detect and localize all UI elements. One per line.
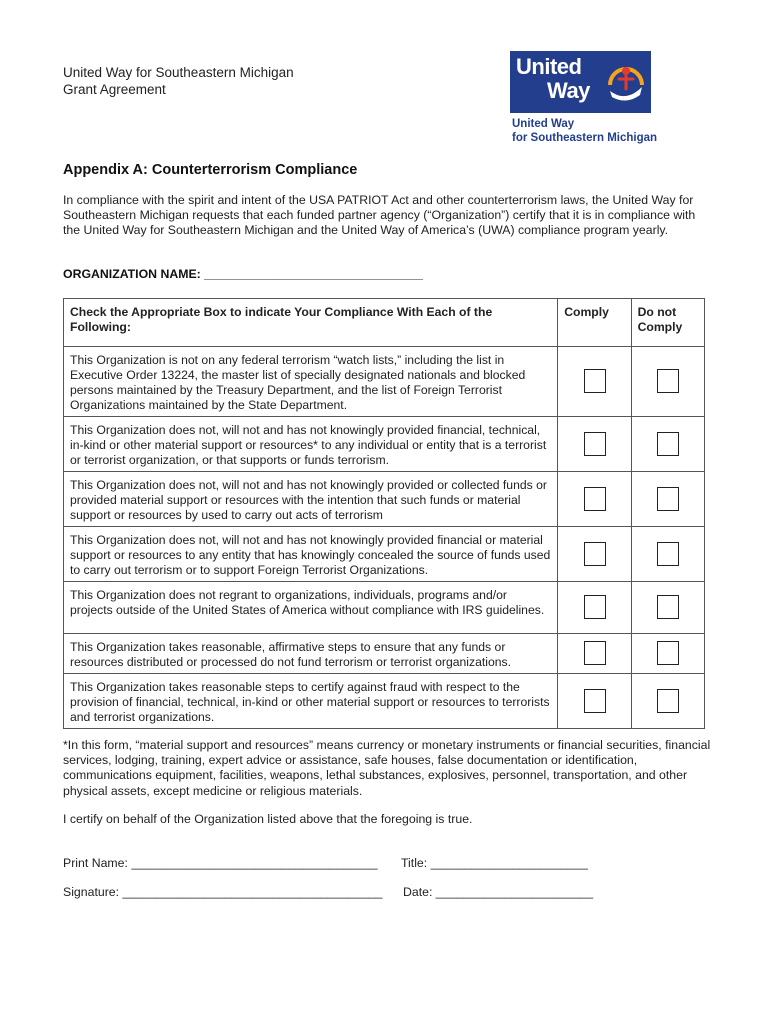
comply-checkbox[interactable] [584, 542, 606, 566]
table-header-row [64, 299, 705, 347]
logo-word-way: Way [547, 78, 590, 103]
logo-caption-line2: for Southeastern Michigan [512, 132, 658, 144]
do-not-comply-checkbox[interactable] [657, 641, 679, 665]
print-name-field[interactable]: Print Name: ____________________________________ [63, 856, 378, 870]
compliance-table [63, 298, 705, 729]
united-way-hand-person-rainbow-icon [606, 59, 646, 107]
header-statement: Check the Appropriate Box to indicate Your Compliance With Each of the Following: [64, 299, 558, 347]
header-doc-line: Grant Agreement [63, 82, 166, 97]
header-do-not-comply: Do not Comply [631, 299, 704, 347]
appendix-title: Appendix A: Counterterrorism Compliance [63, 162, 358, 178]
comply-checkbox[interactable] [584, 487, 606, 511]
comply-checkbox[interactable] [584, 689, 606, 713]
statement-cell: This Organization does not, will not and has not knowingly provided financial or material support or resources to any entity that has knowingly concealed the source of funds used to carry out terrorism or to support Foreign Terrorist Organizations. [64, 527, 558, 582]
do-not-comply-checkbox[interactable] [657, 369, 679, 393]
title-field[interactable]: Title: _______________________ [401, 856, 588, 870]
do-not-comply-checkbox[interactable] [657, 689, 679, 713]
united-way-logo [510, 51, 651, 113]
comply-checkbox[interactable] [584, 641, 606, 665]
table-row [64, 582, 705, 634]
statement-cell: This Organization does not, will not and has not knowingly provided financial, technical, in-kind or other material support or resources* to any individual or entity that is a terrorist or terrorist organization, or that supports or funds terrorism. [64, 417, 558, 472]
logo-word-united: United [516, 54, 582, 79]
logo-caption-line1: United Way [512, 118, 575, 130]
do-not-comply-checkbox[interactable] [657, 542, 679, 566]
table-row [64, 347, 705, 417]
signature-field[interactable]: Signature: ______________________________________ [63, 885, 383, 899]
comply-checkbox[interactable] [584, 595, 606, 619]
material-support-footnote: *In this form, “material support and resources” means currency or monetary instruments or financial securities, financial services, lodging, training, expert advice or assistance, safe houses, false documentation or identification, communications equipment, facilities, weapons, lethal substances, explosives, personnel, transportation, and other physical assets, except medicine or religious materials. [63, 738, 711, 798]
table-row [64, 674, 705, 729]
do-not-comply-checkbox[interactable] [657, 487, 679, 511]
statement-cell: This Organization takes reasonable, affirmative steps to ensure that any funds or resources distributed or processed do not fund terrorism or terrorist organizations. [64, 634, 558, 674]
statement-cell: This Organization does not regrant to organizations, individuals, programs and/or projects outside of the United States of America without compliance with IRS guidelines. [64, 582, 558, 634]
comply-checkbox[interactable] [584, 369, 606, 393]
do-not-comply-checkbox[interactable] [657, 432, 679, 456]
table-row [64, 527, 705, 582]
certification-statement: I certify on behalf of the Organization listed above that the foregoing is true. [63, 812, 473, 826]
logo-caption [512, 117, 657, 145]
organization-name-field[interactable]: ORGANIZATION NAME: ________________________________ [63, 267, 424, 281]
header-org-line: United Way for Southeastern Michigan [63, 65, 294, 80]
statement-cell: This Organization takes reasonable steps to certify against fraud with respect to the provision of financial, technical, in-kind or other material support or resources to terrorists and terrorist organizations. [64, 674, 558, 729]
table-row [64, 417, 705, 472]
intro-paragraph: In compliance with the spirit and intent of the USA PATRIOT Act and other counterterrorism laws, the United Way for Southeastern Michigan requests that each funded partner agency (“Organization”) certify that it is in compliance with the United Way for Southeastern Michigan and the United Way of America’s (UWA) compliance program yearly. [63, 193, 696, 238]
statement-cell: This Organization does not, will not and has not knowingly provided or collected funds or provided material support or resources with the intention that such funds or material support or resources by used to carry out acts of terrorism [64, 472, 558, 527]
do-not-comply-checkbox[interactable] [657, 595, 679, 619]
header-comply: Comply [558, 299, 631, 347]
table-row [64, 634, 705, 674]
date-field[interactable]: Date: _______________________ [403, 885, 594, 899]
statement-cell: This Organization is not on any federal terrorism “watch lists,” including the list in Executive Order 13224, the master list of specially designated nationals and blocked persons maintained by the Treasury Department, and the list of Foreign Terrorist Organizations maintained by the State Department. [64, 347, 558, 417]
comply-checkbox[interactable] [584, 432, 606, 456]
table-row [64, 472, 705, 527]
